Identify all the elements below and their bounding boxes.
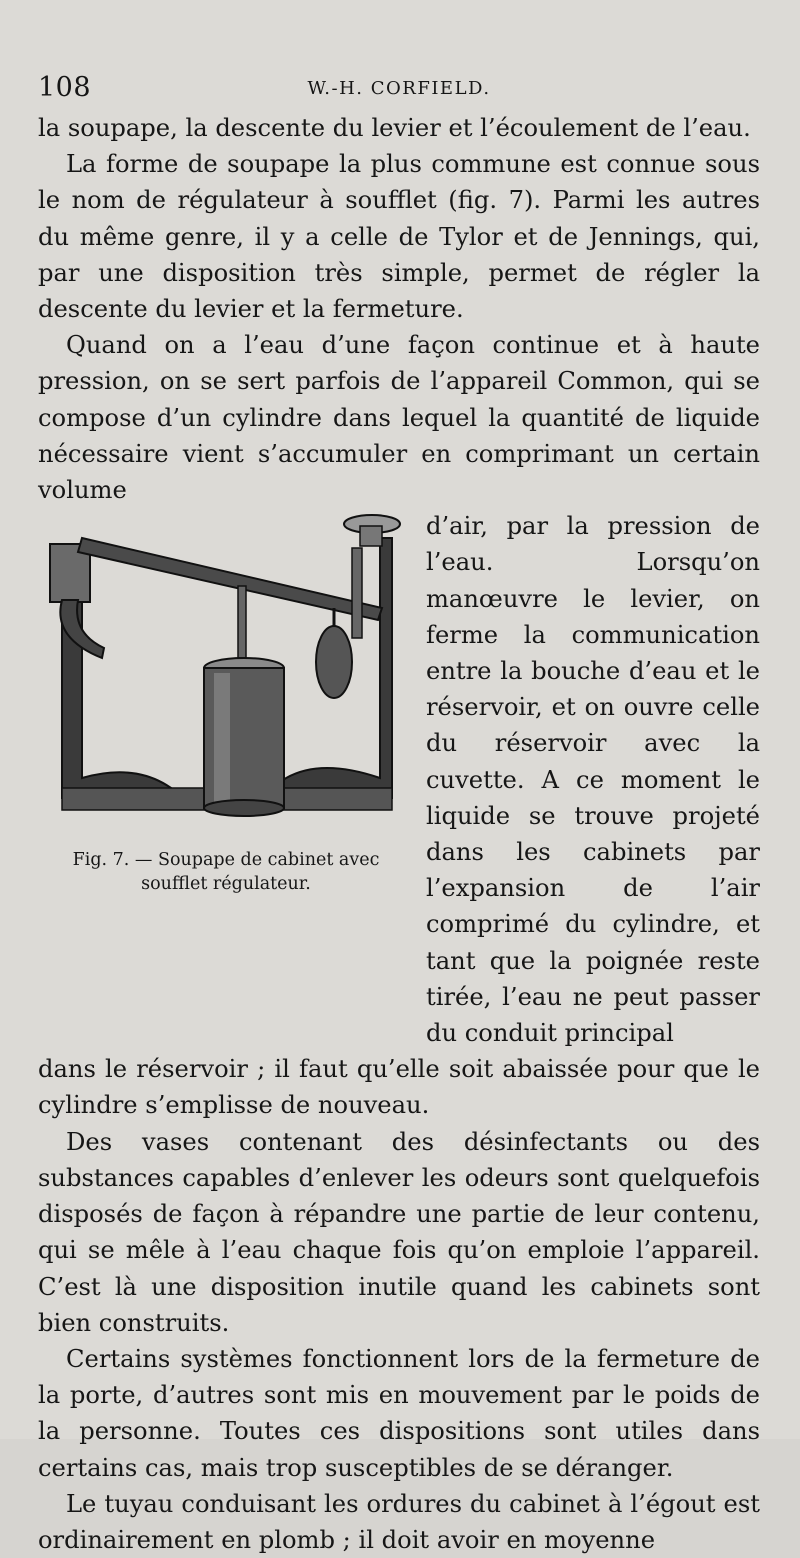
figure-caption-line1: Fig. 7. — Soupape de cabinet avec [72,850,380,870]
paragraph-soupape: La forme de soupape la plus commune est connue sous le nom de régulateur à soufflet (fig. 7). Parmi les autres du même genre, il y a celle de Tylor et de Jennings, qui, par une disposition très simple, permet de régler la descente du levier et la fermeture. [38,150,760,324]
paragraph-desinfectants: Des vases contenant des désinfectants ou des substances capables d’enlever les odeurs sont quelquefois disposés de façon à répandre une partie de leur contenu, qui se mêle à l’eau chaque fois qu’on emploie l’appareil. C’est là une disposition inutile quand les cabinets sont bien construits. [38,1127,760,1337]
paragraph-common-part1: Quand on a l’eau d’une façon continue et à haute pression, on se sert parfois de l’appareil Common, qui se compose d’un cylindre dans lequel la quantité de liquide nécessaire vient s’accumuler en comprimant un certain volume [38,331,760,505]
soupape-illustration [42,508,410,838]
paragraph-common-part3: dans le réservoir ; il faut qu’elle soit abaissée pour que le cylindre s’emplisse de nouveau. [38,1055,760,1120]
paragraph-systemes: Certains systèmes fonctionnent lors de la fermeture de la porte, d’autres sont mis en mouvement par le poids de la personne. Toutes ces dispositions sont utiles dans certains cas, mais trop susceptibles de se déranger. [38,1344,760,1482]
running-head [38,72,760,108]
page-number: 108 [38,72,92,103]
header-author: W.-H. CORFIELD. [307,78,491,99]
paragraph-common-part2: d’air, par la pression de l’eau. Lorsqu’on manœuvre le levier, on ferme la communication entre la bouche d’eau et le réservoir, et on ouvre celle du réservoir avec la cuvette. A ce moment le liquide se trouve projeté dans les cabinets par l’expansion de l’air comprimé du cylindre, et tant que la poignée reste tirée, l’eau ne peut passer du conduit principal [426,512,760,1048]
figure-caption-line2: soufflet régulateur. [141,874,311,894]
paragraph-tuyau: Le tuyau conduisant les ordures du cabinet à l’égout est ordinairement en plomb ; il doit avoir en moyenne [38,1489,760,1554]
figure-7 [42,508,410,908]
paragraph-continuation: la soupape, la descente du levier et l’écoulement de l’eau. [38,114,751,142]
